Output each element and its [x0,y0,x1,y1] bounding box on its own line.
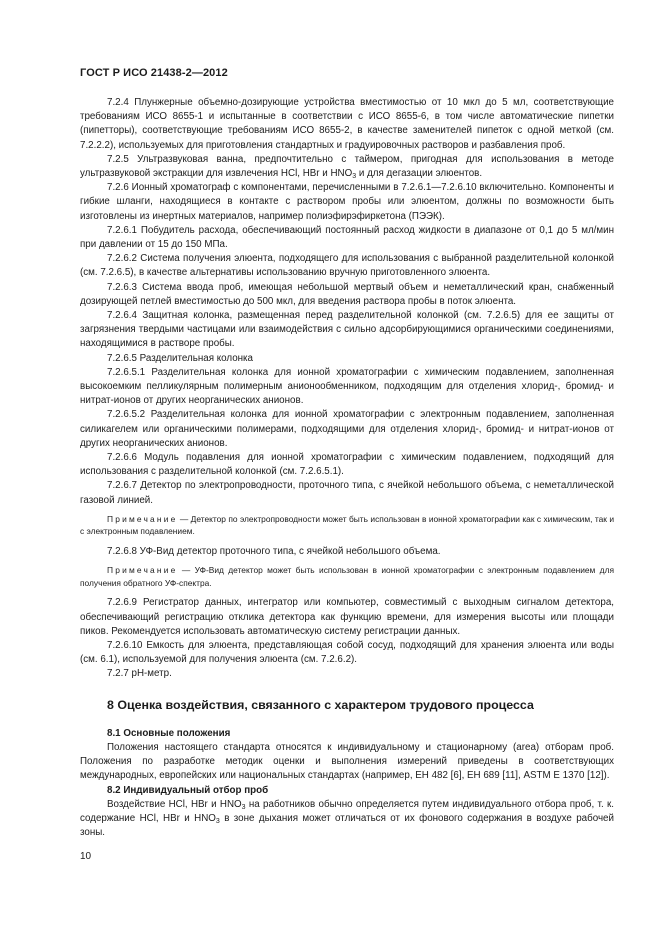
subscript-3: 3 [215,817,220,825]
paragraph-7-2-5-tail: и для дегазации элюентов. [356,168,483,180]
note-lead: Примечание [107,565,178,576]
note-lead: Примечание [107,513,178,524]
paragraph-7-2-6-10: 7.2.6.10 Емкость для элюента, представляющая собой сосуд, подходящий для хранения элюента или воды (см. 6.1), используемой для получения элюента (см. 7.2.6.2). [80,640,614,666]
subsection-8-2-heading: 8.2 Индивидуальный отбор проб [107,784,269,796]
note-text: — Детектор по электропроводности может быть использован в ионной хроматографии как с химическим, так и с электронным подавлением. [80,513,614,537]
paragraph-7-2-6-5: 7.2.6.5 Разделительная колонка [107,352,254,364]
paragraph-7-2-6-2: 7.2.6.2 Система получения элюента, подходящего для использования с выбранной разделительной колонкой (см. 7.2.6.5), в качестве альтернативы использованию вручную приготовленного элюента. [80,253,614,279]
paragraph-8-2-text-a: Воздействие HCl, HBr и HNO [107,798,242,810]
paragraph-7-2-6: 7.2.6 Ионный хроматограф с компонентами, перечисленными в 7.2.6.1—7.2.6.10 включительно. Компоненты и гибкие шланги, находящиеся в контакте с раствором пробы или элюентом, должны по возможности быть изготовлены из инертных материалов, например полиэфирэфиркетона (ПЭЭК). [80,182,614,222]
paragraph-7-2-6-8: 7.2.6.8 УФ-Вид детектор проточного типа, с ячейкой небольшого объема. [107,546,441,558]
subsection-8-1-heading: 8.1 Основные положения [107,727,231,739]
note-uv-detector [80,564,614,589]
document-body [80,96,614,840]
paragraph-7-2-6-3: 7.2.6.3 Система ввода проб, имеющая небольшой мертвый объем и неметаллический кран, снабженный дозирующей петлей вместимостью до 500 мкл, для введения раствора пробы в поток элюента. [80,281,614,307]
document-header: ГОСТ Р ИСО 21438-2—2012 [80,67,228,79]
paragraph-7-2-7: 7.2.7 pH-метр. [107,668,172,680]
paragraph-8-2-text-c: в зоне дыхания может отличаться от их фонового содержания в воздухе рабочей зоны. [80,812,614,839]
paragraph-7-2-4: 7.2.4 Плунжерные объемно-дозирующие устройства вместимостью от 10 мкл до 5 мл, соответствующие требованиям ИСО 8655-1 и испытанные в соответствии с ИСО 8655-6, в том числе автоматические пипетки (пипетторы), соответствующие требованиям ИСО 8655-2, в качестве заменителей пипеток с одной меткой (см. 7.2.2.2), используемых для приготовления стандартных и градуировочных растворов и разбавления проб. [80,97,614,151]
subscript-3: 3 [352,173,357,181]
paragraph-8-2-text-b: на работников обычно определяется путем индивидуального отбора проб, т. к. содержание HCl, HBr и HNO [80,798,614,824]
note-conductivity-detector [80,513,614,538]
paragraph-8-1: Положения настоящего стандарта относятся к индивидуальному и стационарному (area) отборам проб. Положения по разработке методик оценки и выполнения измерений приведены в соответствующих международных, европейских или национальных стандартах (например, ЕН 482 [6], ЕН 689 [11], ASTM Е 1370 [12]). [80,741,614,782]
paragraph-7-2-6-4: 7.2.6.4 Защитная колонка, размещенная перед разделительной колонкой (см. 7.2.6.5) для ее защиты от загрязнения твердыми частицами или взаимодействия с сильно адсорбирующимися органическими соединениями, находящимися в растворе пробы. [80,310,614,350]
paragraph-7-2-6-7: 7.2.6.7 Детектор по электропроводности, проточного типа, с ячейкой небольшого объема, с неметаллической газовой линией. [80,480,614,506]
paragraph-8-2 [80,798,614,841]
paragraph-7-2-6-9: 7.2.6.9 Регистратор данных, интегратор или компьютер, совместимый с выходным сигналом детектора, обеспечивающий регистрацию отклика детектора как функцию времени, для измерения высоты или площади пиков. Рекомендуется использовать автоматическую систему регистрации данных. [80,597,614,637]
paragraph-7-2-6-6: 7.2.6.6 Модуль подавления для ионной хроматографии с химическим подавлением, подходящий для использования с разделительной колонкой (см. 7.2.6.5.1). [80,452,614,478]
paragraph-7-2-6-1: 7.2.6.1 Побудитель расхода, обеспечивающий постоянный расход жидкости в диапазоне от 0,1 до 5 мл/мин при давлении от 15 до 150 МПа. [80,224,614,251]
paragraph-7-2-5-text: 7.2.5 Ультразвуковая ванна, предпочтительно с таймером, пригодная для использования в методе ультразвуковой экстракции для извлечения HCl, HBr и HNO [80,153,614,180]
paragraph-7-2-5 [80,153,614,181]
paragraph-7-2-6-5-2: 7.2.6.5.2 Разделительная колонка для ионной хроматографии с электронным подавлением, заполненная силикагелем или органическими полимерами, подходящими для отделения хлорид-, бромид- и нитрат-ионов от других неорганических анионов. [80,409,614,449]
paragraph-7-2-6-5-1: 7.2.6.5.1 Разделительная колонка для ионной хроматографии с химическим подавлением, заполненная высокоемким пелликулярным полимерным анионообменником, подходящим для отделения хлорид-, бромид- и нитрат-ионов от других неорганических анионов. [80,366,614,407]
note-text: — УФ-Вид детектор может быть использован в ионной хроматографии с электронным подавлением для получения обратного УФ-спектра. [80,565,614,588]
subscript-3: 3 [241,803,246,811]
page-number: 10 [80,851,92,862]
section-8-heading: 8 Оценка воздействия, связанного с характером трудового процесса [107,697,534,712]
